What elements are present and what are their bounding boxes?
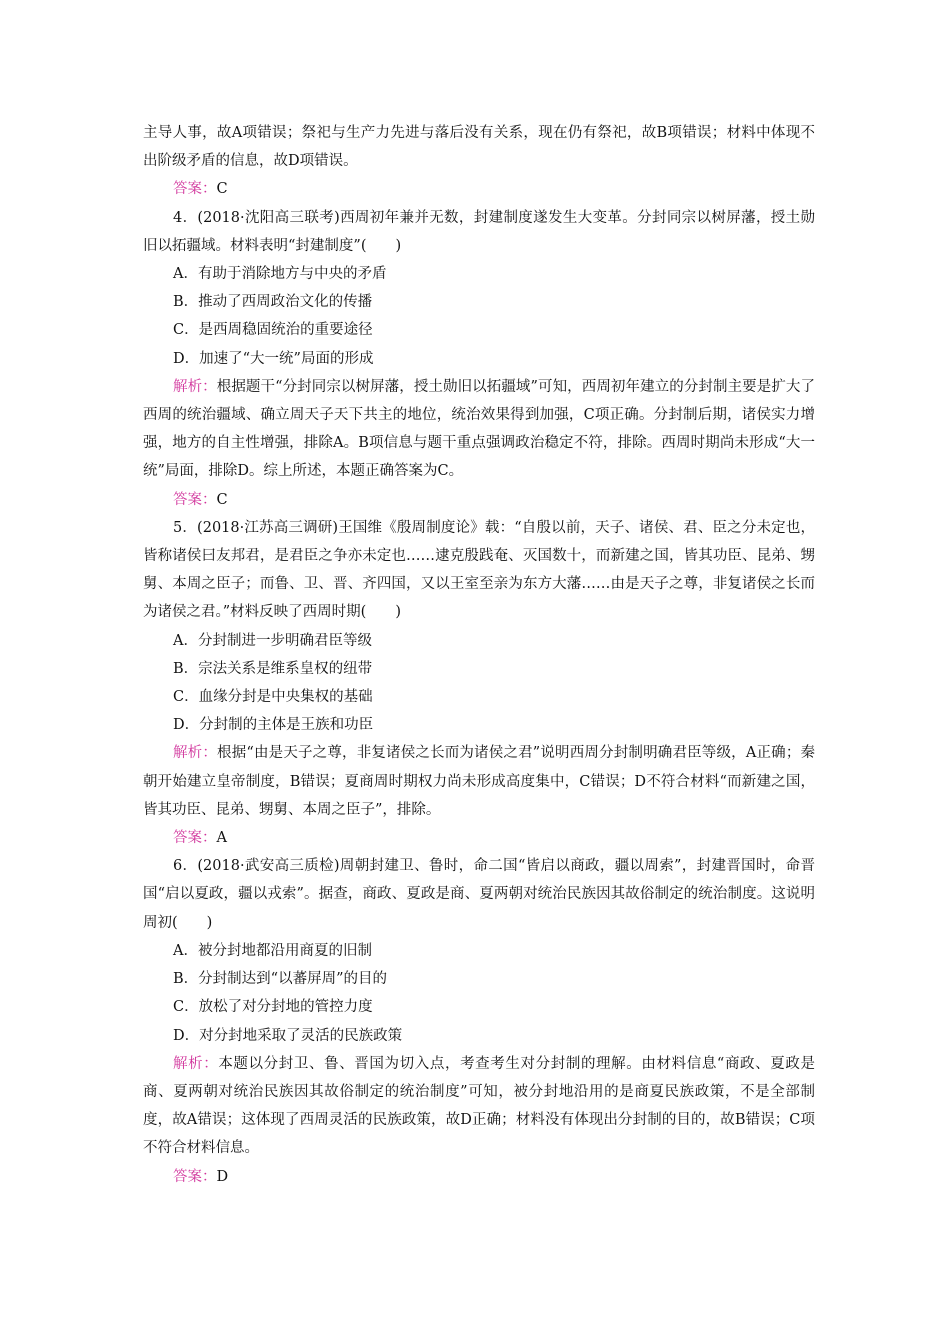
analysis-text: 本题以分封卫、鲁、晋国为切入点，考查考生对分封制的理解。由材料信息“商政、夏政是商、夏两朝对统治民族因其故俗制定的统治制度”可知，被分封地沿用的是商夏民族政策，不是全部制度，故A错误；这体现了西周灵活的民族政策，故D正确；材料没有体现出分封制的目的，故B错误；C项不符合材料信息。: [143, 1055, 815, 1157]
option-c: C．是西周稳固统治的重要途径: [173, 322, 373, 339]
answer-label: 答案：: [173, 181, 217, 198]
analysis-paragraph: [143, 739, 815, 824]
option-c: C．放松了对分封地的管控力度: [173, 999, 373, 1016]
question-5: [143, 514, 815, 852]
document-page: [143, 119, 815, 1191]
option-d: D．对分封地采取了灵活的民族政策: [173, 1027, 403, 1044]
intro-paragraph: 主导人事，故A项错误；祭祀与生产力先进与落后没有关系，现在仍有祭祀，故B项错误；材料中体现不出阶级矛盾的信息，故D项错误。: [143, 125, 815, 170]
question-stem: 6．(2018·武安高三质检)周朝封建卫、鲁时，命二国“皆启以商政，疆以周索”，封建晋国时，命晋国“启以夏政，疆以戎索”。据查，商政、夏政是商、夏两朝对统治民族因其故俗制定的统治制度。这说明周初( ): [143, 858, 815, 931]
option-a: A．有助于消除地方与中央的矛盾: [173, 266, 387, 283]
answer-line: [143, 1163, 815, 1191]
analysis-text: 根据题干“分封同宗以树屏藩，授土勋旧以拓疆域”可知，西周初年建立的分封制主要是扩大了西周的统治疆域、确立周天子天下共主的地位，统治效果得到加强，C项正确。分封制后期，诸侯实力增强，地方的自主性增强，排除A。B项信息与题干重点强调政治稳定不符，排除。西周时期尚未形成“大一统”局面，排除D。综上所述，本题正确答案为C。: [143, 378, 816, 480]
analysis-text: 根据“由是天子之尊，非复诸侯之长而为诸侯之君”说明西周分封制明确君臣等级，A正确；秦朝开始建立皇帝制度，B错误；夏商周时期权力尚未形成高度集中，C错误；D不符合材料“而新建之国，皆其功臣、昆弟、甥舅、本周之臣子”，排除。: [143, 745, 816, 818]
answer-value: A: [216, 830, 227, 847]
answer-value: D: [216, 1168, 229, 1185]
option-d: D．加速了“大一统”局面的形成: [173, 350, 374, 367]
analysis-paragraph: [143, 1050, 815, 1163]
question-stem: 4．(2018·沈阳高三联考)西周初年兼并无数，封建制度遂发生大变革。分封同宗以树屏藩，授土勋旧以拓疆域。材料表明“封建制度”( ): [143, 209, 815, 254]
option-a: A．分封制进一步明确君臣等级: [173, 632, 372, 649]
analysis-paragraph: [143, 373, 815, 486]
answer-line: [143, 824, 815, 852]
answer-value: C: [216, 181, 228, 198]
answer-label: 答案：: [173, 830, 217, 847]
analysis-label: 解析：: [173, 745, 218, 762]
option-a: A．被分封地都沿用商夏的旧制: [173, 942, 372, 959]
question-stem: 5．(2018·江苏高三调研)王国维《殷周制度论》载：“自殷以前，天子、诸侯、君、臣之分未定也，皆称诸侯曰友邦君，是君臣之争亦未定也……逮克殷践奄、灭国数十，而新建之国，皆其功臣、昆弟、甥舅、本周之臣子；而鲁、卫、晋、齐四国，又以王室至亲为东方大藩……由是天子之尊，非复诸侯之长而为诸侯之君。”材料反映了西周时期( ): [143, 519, 815, 621]
answer-line: [143, 486, 815, 514]
option-b: B．分封制达到“以蕃屏周”的目的: [173, 971, 387, 988]
option-b: B．宗法关系是维系皇权的纽带: [173, 660, 373, 677]
question-4: [143, 204, 815, 514]
prev-answer: [143, 175, 815, 203]
answer-label: 答案：: [173, 1168, 217, 1185]
option-d: D．分封制的主体是王族和功臣: [173, 717, 374, 734]
analysis-label: 解析：: [173, 1055, 219, 1072]
answer-label: 答案：: [173, 491, 217, 508]
question-6: [143, 852, 815, 1190]
answer-value: C: [216, 491, 228, 508]
analysis-label: 解析：: [173, 378, 217, 395]
option-c: C．血缘分封是中央集权的基础: [173, 689, 373, 706]
option-b: B．推动了西周政治文化的传播: [173, 294, 373, 311]
